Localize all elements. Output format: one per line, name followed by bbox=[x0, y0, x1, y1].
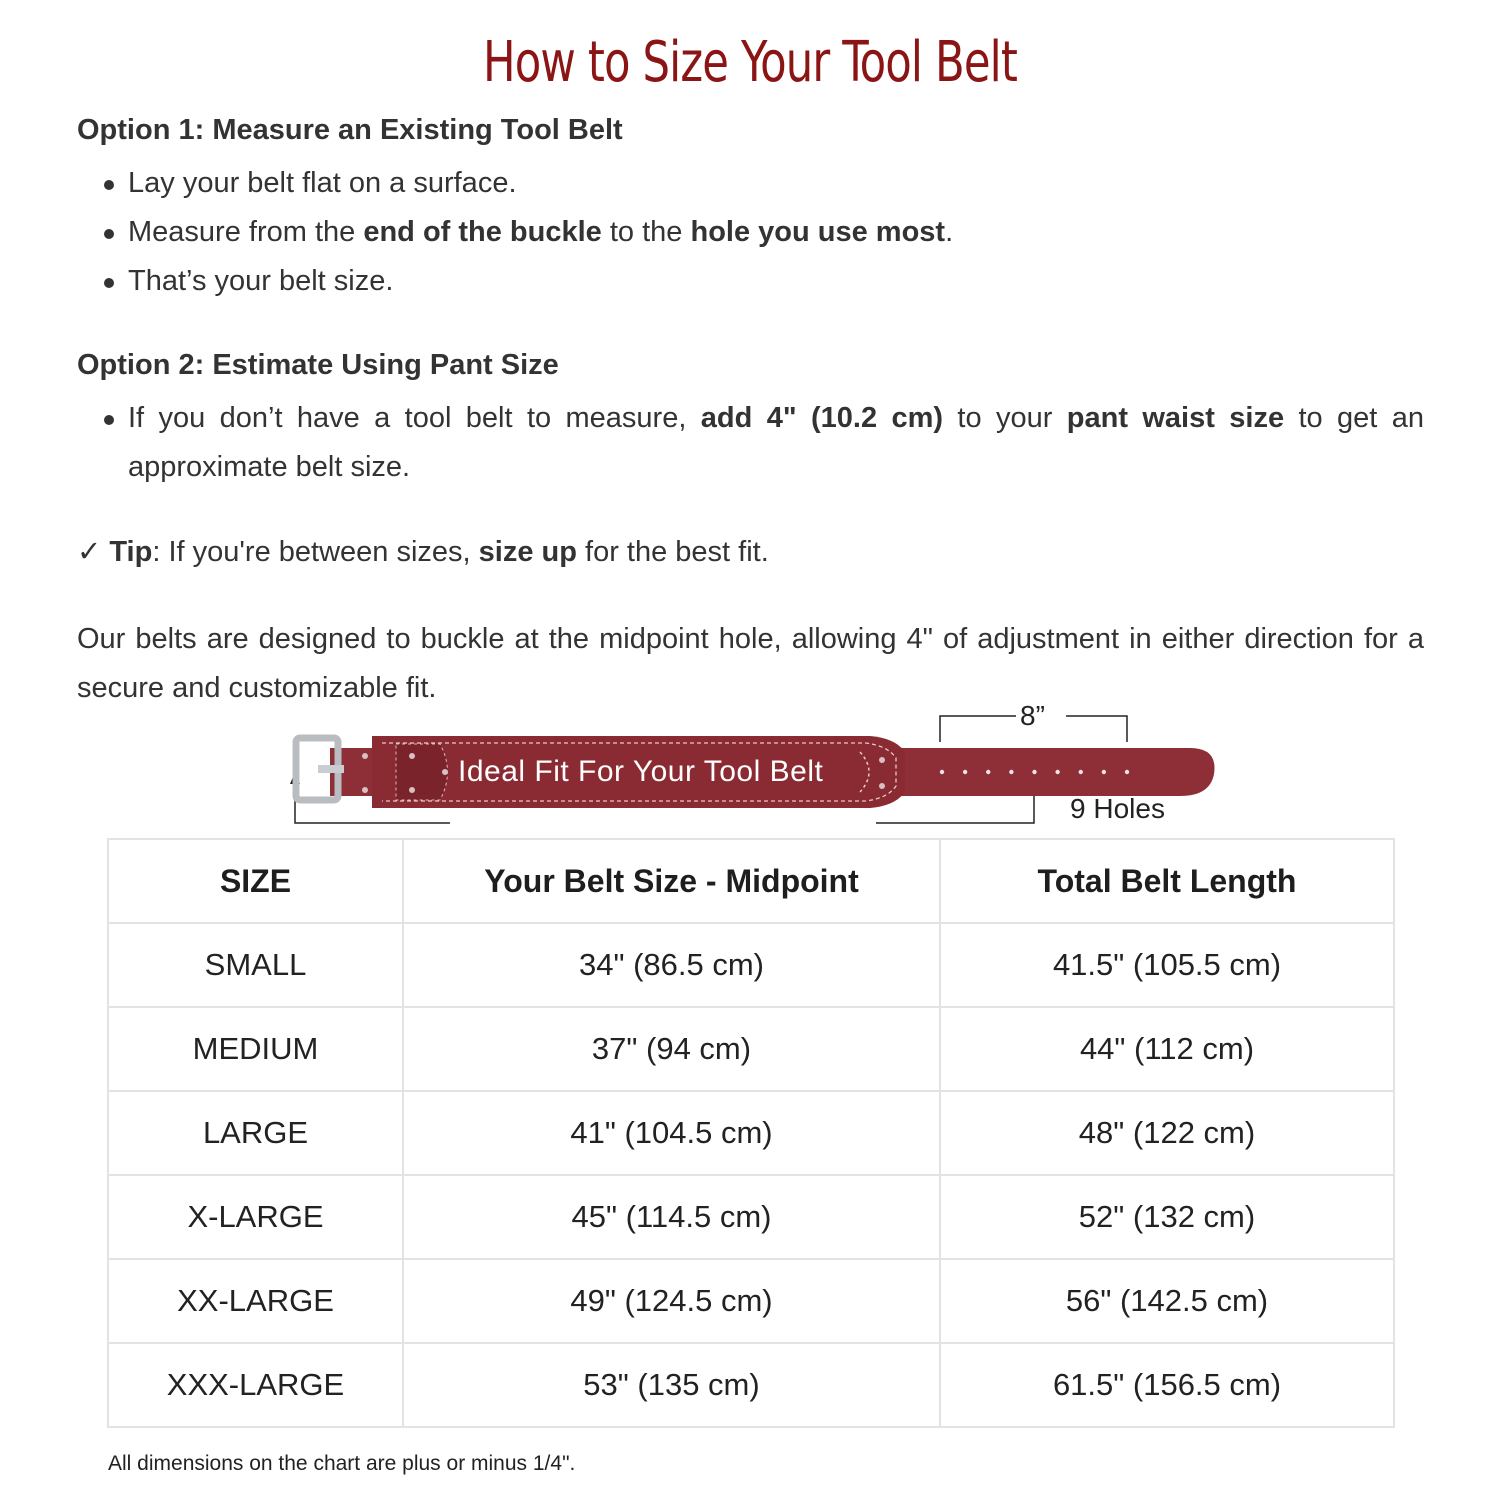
table-header-row bbox=[108, 839, 1394, 923]
option2-heading: Option 2: Estimate Using Pant Size bbox=[77, 349, 559, 381]
belt-hole bbox=[1055, 770, 1059, 774]
table-row bbox=[108, 1175, 1394, 1259]
page-title: How to Size Your Tool Belt bbox=[483, 30, 1017, 95]
belt-hole bbox=[1009, 770, 1013, 774]
table-row bbox=[108, 1007, 1394, 1091]
size-cell: X-LARGE bbox=[108, 1175, 403, 1259]
table-row bbox=[108, 923, 1394, 1007]
bullet-text: Lay your belt flat on a surface. bbox=[128, 167, 517, 199]
bold-text: end of the buckle bbox=[363, 216, 602, 248]
footnote: All dimensions on the chart are plus or minus 1/4". bbox=[108, 1452, 576, 1475]
holes-label: 9 Holes bbox=[1070, 793, 1165, 824]
size-cell: LARGE bbox=[108, 1091, 403, 1175]
length-cell: 41.5" (105.5 cm) bbox=[940, 923, 1394, 1007]
column-header: SIZE bbox=[108, 839, 403, 923]
tip-label: Tip bbox=[109, 536, 153, 568]
belt-hole bbox=[963, 770, 967, 774]
bullet-text: If you don’t have a tool belt to measure, bbox=[128, 402, 701, 434]
table-row bbox=[108, 1259, 1394, 1343]
bullet-text: to your bbox=[943, 402, 1067, 434]
bold-text: pant waist size bbox=[1066, 402, 1285, 434]
length-cell: 61.5" (156.5 cm) bbox=[940, 1343, 1394, 1427]
tip-text: for the best fit. bbox=[576, 536, 769, 568]
bullet-text: to the bbox=[601, 216, 691, 248]
bold-text: hole you use most bbox=[690, 216, 946, 248]
midpoint-cell: 41" (104.5 cm) bbox=[403, 1091, 940, 1175]
length-cell: 52" (132 cm) bbox=[940, 1175, 1394, 1259]
option1-heading: Option 1: Measure an Existing Tool Belt bbox=[77, 114, 623, 146]
length-cell: 56" (142.5 cm) bbox=[940, 1259, 1394, 1343]
midpoint-cell: 53" (135 cm) bbox=[403, 1343, 940, 1427]
bullet-text: That’s your belt size. bbox=[128, 265, 394, 297]
length-cell: 48" (122 cm) bbox=[940, 1091, 1394, 1175]
size-cell: SMALL bbox=[108, 923, 403, 1007]
midpoint-cell: 49" (124.5 cm) bbox=[403, 1259, 940, 1343]
span-label: 8” bbox=[1020, 700, 1045, 731]
fit-paragraph: Our belts are designed to buckle at the midpoint hole, allowing 4" of adjustment in either direction for a secure and customizable fit. bbox=[77, 623, 1424, 704]
belt-hole bbox=[1125, 770, 1129, 774]
bullet-text: to get an approximate belt size. bbox=[128, 402, 1425, 483]
belt-caption: Ideal Fit For Your Tool Belt bbox=[458, 755, 824, 788]
size-cell: XXX-LARGE bbox=[108, 1343, 403, 1427]
belt-hole bbox=[1079, 770, 1083, 774]
check-icon: ✓ bbox=[77, 536, 110, 568]
midpoint-cell: 34" (86.5 cm) bbox=[403, 923, 940, 1007]
midpoint-cell: 37" (94 cm) bbox=[403, 1007, 940, 1091]
bullet-text: Measure from the bbox=[128, 216, 364, 248]
size-cell: XX-LARGE bbox=[108, 1259, 403, 1343]
column-header: Total Belt Length bbox=[940, 839, 1394, 923]
belt-hole bbox=[1032, 770, 1036, 774]
tip-text: : If you're between sizes, bbox=[152, 536, 479, 568]
belt-tab bbox=[396, 744, 448, 800]
buckle-prong bbox=[318, 765, 344, 773]
table-row bbox=[108, 1091, 1394, 1175]
length-cell: 44" (112 cm) bbox=[940, 1007, 1394, 1091]
bullet-text: . bbox=[945, 216, 954, 248]
table-row bbox=[108, 1343, 1394, 1427]
bold-text: size up bbox=[478, 536, 577, 568]
belt-hole bbox=[940, 770, 944, 774]
size-cell: MEDIUM bbox=[108, 1007, 403, 1091]
bold-text: add 4" (10.2 cm) bbox=[700, 402, 944, 434]
belt-hole bbox=[1102, 770, 1106, 774]
belt-hole bbox=[986, 770, 990, 774]
size-table bbox=[107, 838, 1395, 1428]
midpoint-cell: 45" (114.5 cm) bbox=[403, 1175, 940, 1259]
column-header: Your Belt Size - Midpoint bbox=[403, 839, 940, 923]
